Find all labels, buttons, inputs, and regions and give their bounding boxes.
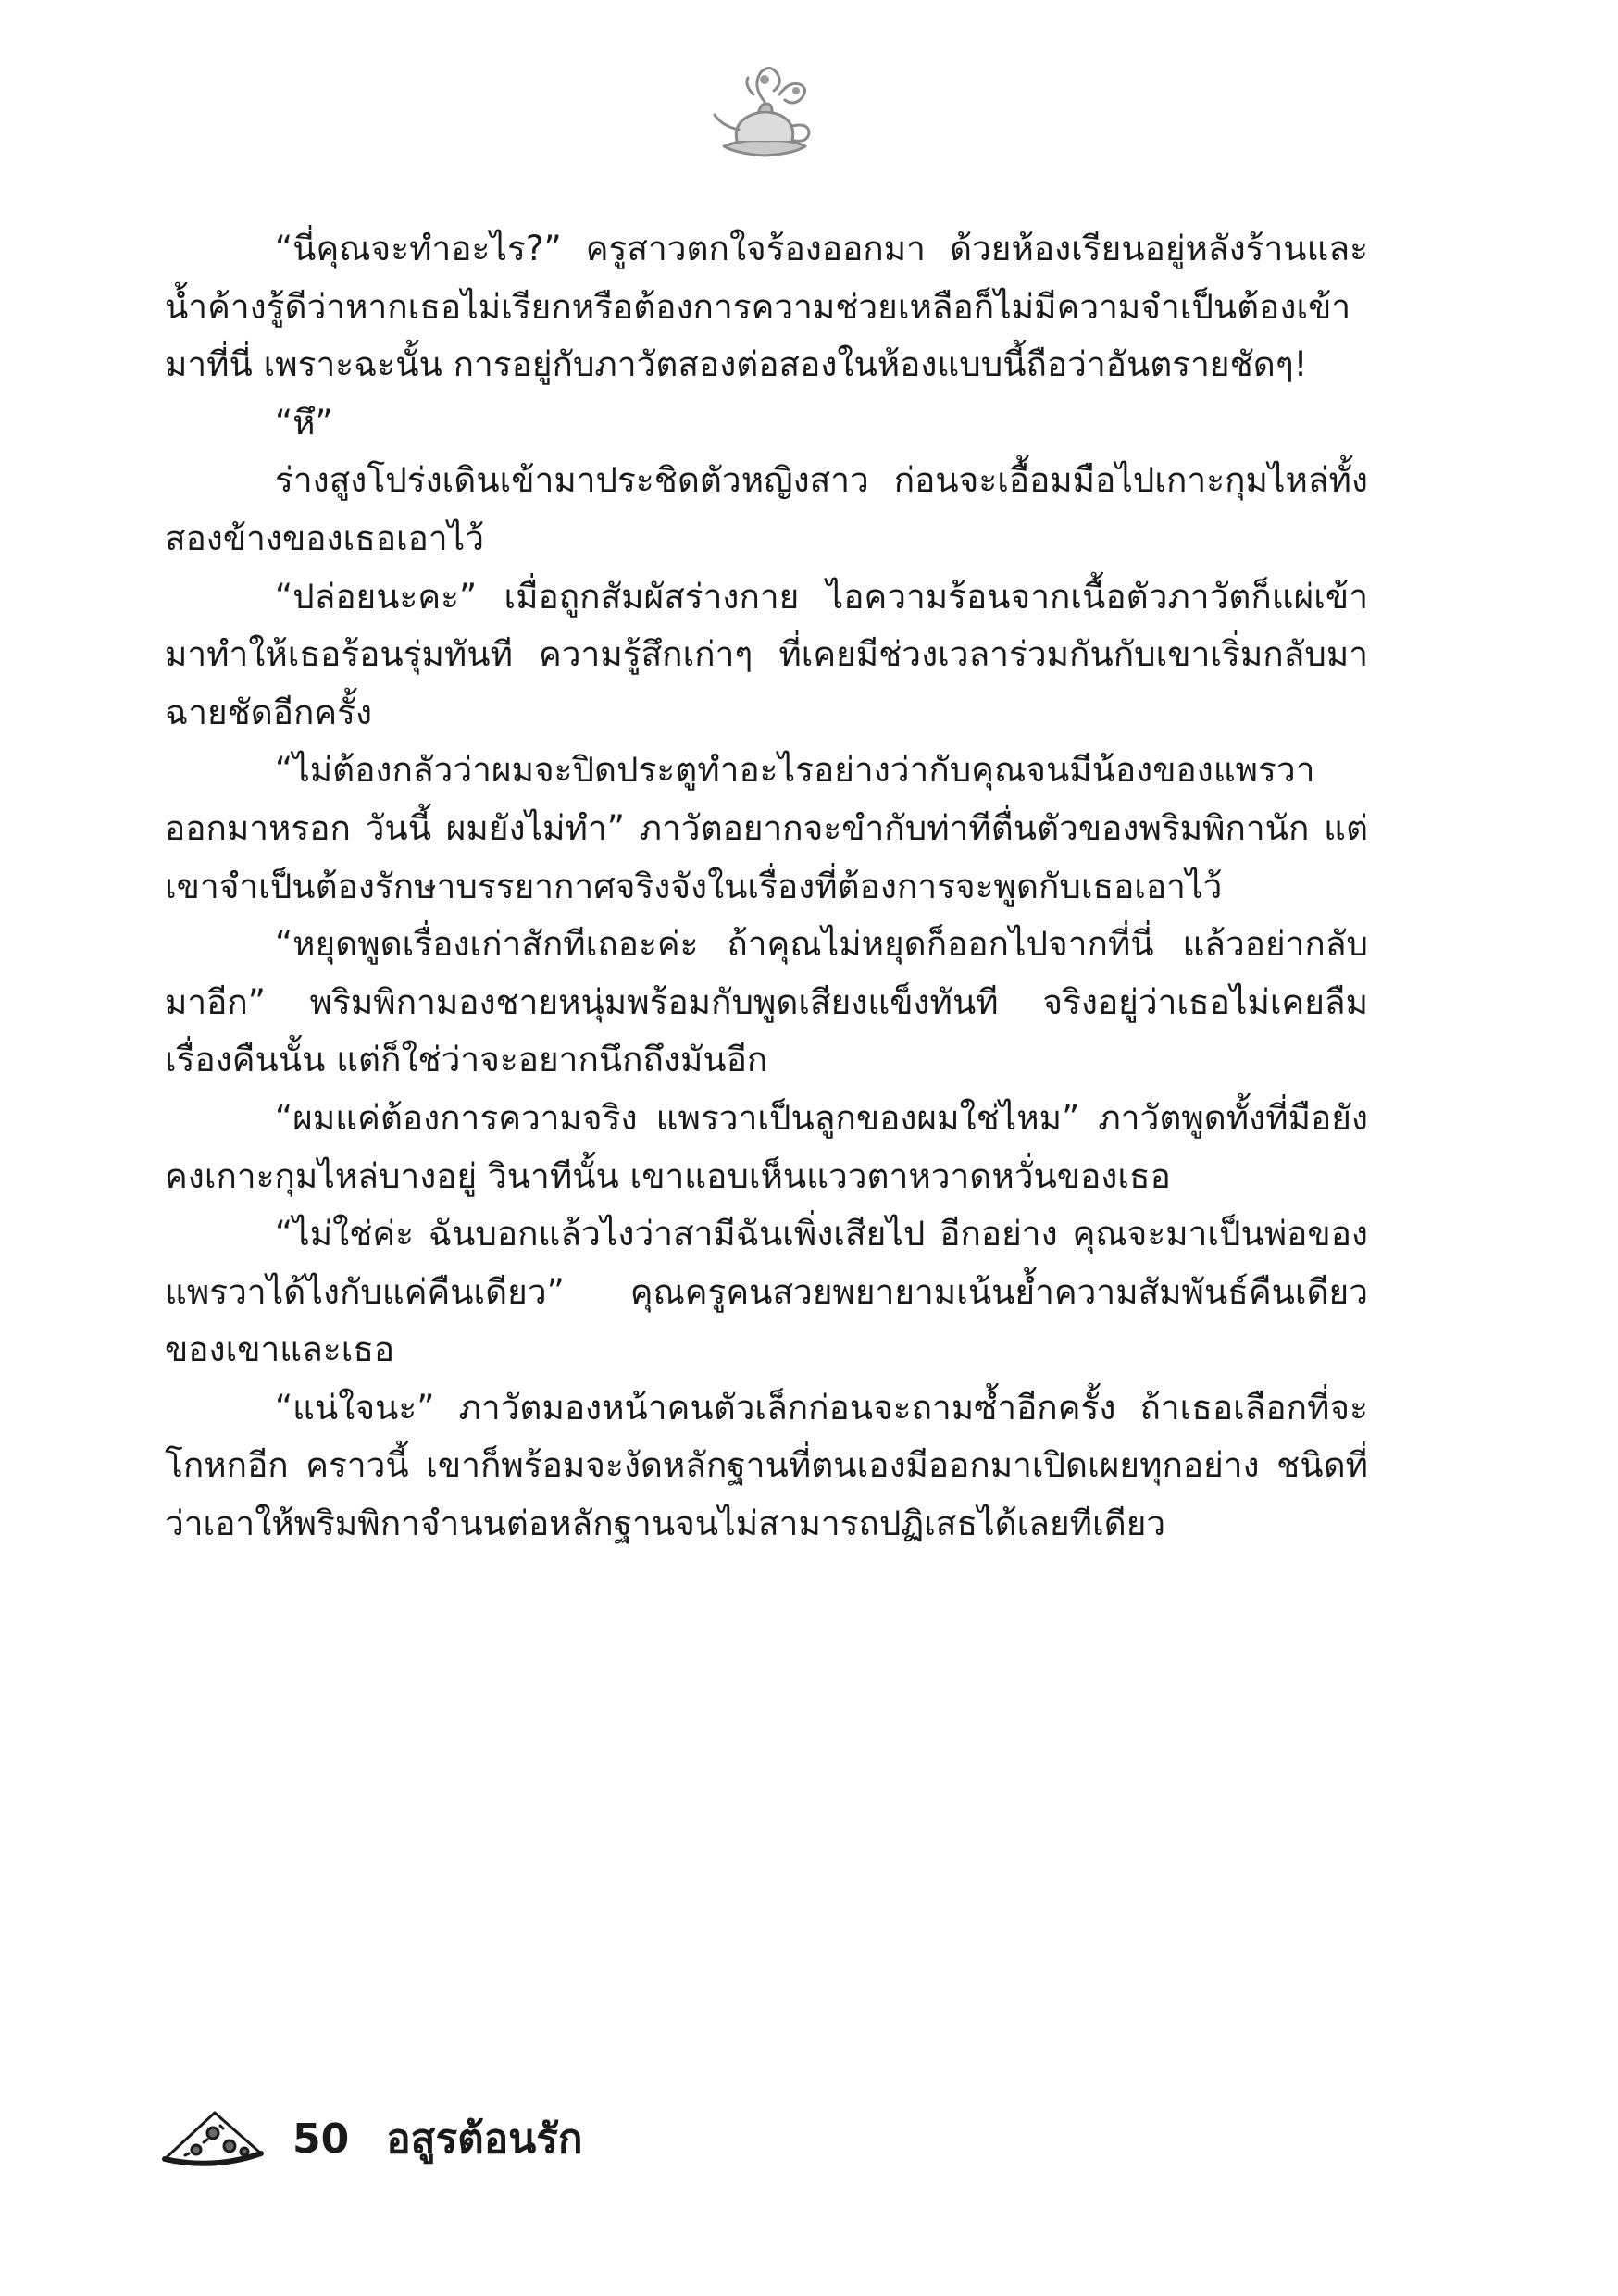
page-footer: [157, 2102, 583, 2176]
paragraph: “นี่คุณจะทำอะไร?” ครูสาวตกใจร้องออกมา ด้วยห้องเรียนอยู่หลังร้านและน้ำค้างรู้ดีว่าหากเธอไม่เรียกหรือต้องการความช่วยเหลือก็ไม่มีความจำเป็นต้องเข้ามาที่นี่ เพราะฉะนั้น การอยู่กับภาวัตสองต่อสองในห้องแบบนี้ถือว่าอันตรายชัดๆ!: [165, 229, 1368, 385]
paragraph: ร่างสูงโปร่งเดินเข้ามาประชิดตัวหญิงสาว ก่อนจะเอื้อมมือไปเกาะกุมไหล่ทั้งสองข้างของเธอเอาไว้: [165, 460, 1368, 558]
paragraph: “ไม่ใช่ค่ะ ฉันบอกแล้วไงว่าสามีฉันเพิ่งเสียไป อีกอย่าง คุณจะมาเป็นพ่อของแพรวาได้ไงกับแค่คืนเดียว” คุณครูคนสวยพยายามเน้นย้ำความสัมพันธ์คืนเดียวของเขาและเธอ: [165, 1214, 1368, 1370]
pizza-slice-icon: [157, 2105, 268, 2172]
paragraph: “ไม่ต้องกลัวว่าผมจะปิดประตูทำอะไรอย่างว่ากับคุณจนมีน้องของแพรวาออกมาหรอก วันนี้ ผมยังไม่ทำ” ภาวัตอยากจะขำกับท่าทีตื่นตัวของพริมพิกานัก แต่เขาจำเป็นต้องรักษาบรรยากาศจริงจังในเรื่องที่ต้องการจะพูดกับเธอเอาไว้: [165, 750, 1368, 906]
paragraph: “ผมแค่ต้องการความจริง แพรวาเป็นลูกของผมใช่ไหม” ภาวัตพูดทั้งที่มือยังคงเกาะกุมไหล่บางอยู่ วินาทีนั้น เขาแอบเห็นแววตาหวาดหวั่นของเธอ: [165, 1097, 1368, 1196]
paragraph: “หึ”: [275, 402, 333, 443]
story-text: [165, 220, 1368, 1554]
page-number: 50: [292, 2115, 350, 2163]
book-title: อสูรต้อนรัก: [386, 2115, 583, 2163]
paragraph: “หยุดพูดเรื่องเก่าสักทีเถอะค่ะ ถ้าคุณไม่หยุดก็ออกไปจากที่นี่ แล้วอย่ากลับมาอีก” พริมพิกามองชายหนุ่มพร้อมกับพูดเสียงแข็งทันที จริงอยู่ว่าเธอไม่เคยลืมเรื่องคืนนั้น แต่ก็ใช่ว่าจะอยากนึกถึงมันอีก: [165, 924, 1368, 1080]
paragraph: “ปล่อยนะคะ” เมื่อถูกสัมผัสร่างกาย ไอความร้อนจากเนื้อตัวภาวัตก็แผ่เข้ามาทำให้เธอร้อนรุ่มทันที ความรู้สึกเก่าๆ ที่เคยมีช่วงเวลาร่วมกันกับเขาเริ่มกลับมาฉายชัดอีกครั้ง: [165, 576, 1368, 732]
paragraph: “แน่ใจนะ” ภาวัตมองหน้าคนตัวเล็กก่อนจะถามซ้ำอีกครั้ง ถ้าเธอเลือกที่จะโกหกอีก คราวนี้ เขาก็พร้อมจะงัดหลักฐานที่ตนเองมีออกมาเปิดเผยทุกอย่าง ชนิดที่ว่าเอาให้พริมพิกาจำนนต่อหลักฐานจนไม่สามารถปฏิเสธได้เลยทีเดียว: [165, 1387, 1368, 1544]
teapot-flourish-icon: [705, 57, 824, 176]
